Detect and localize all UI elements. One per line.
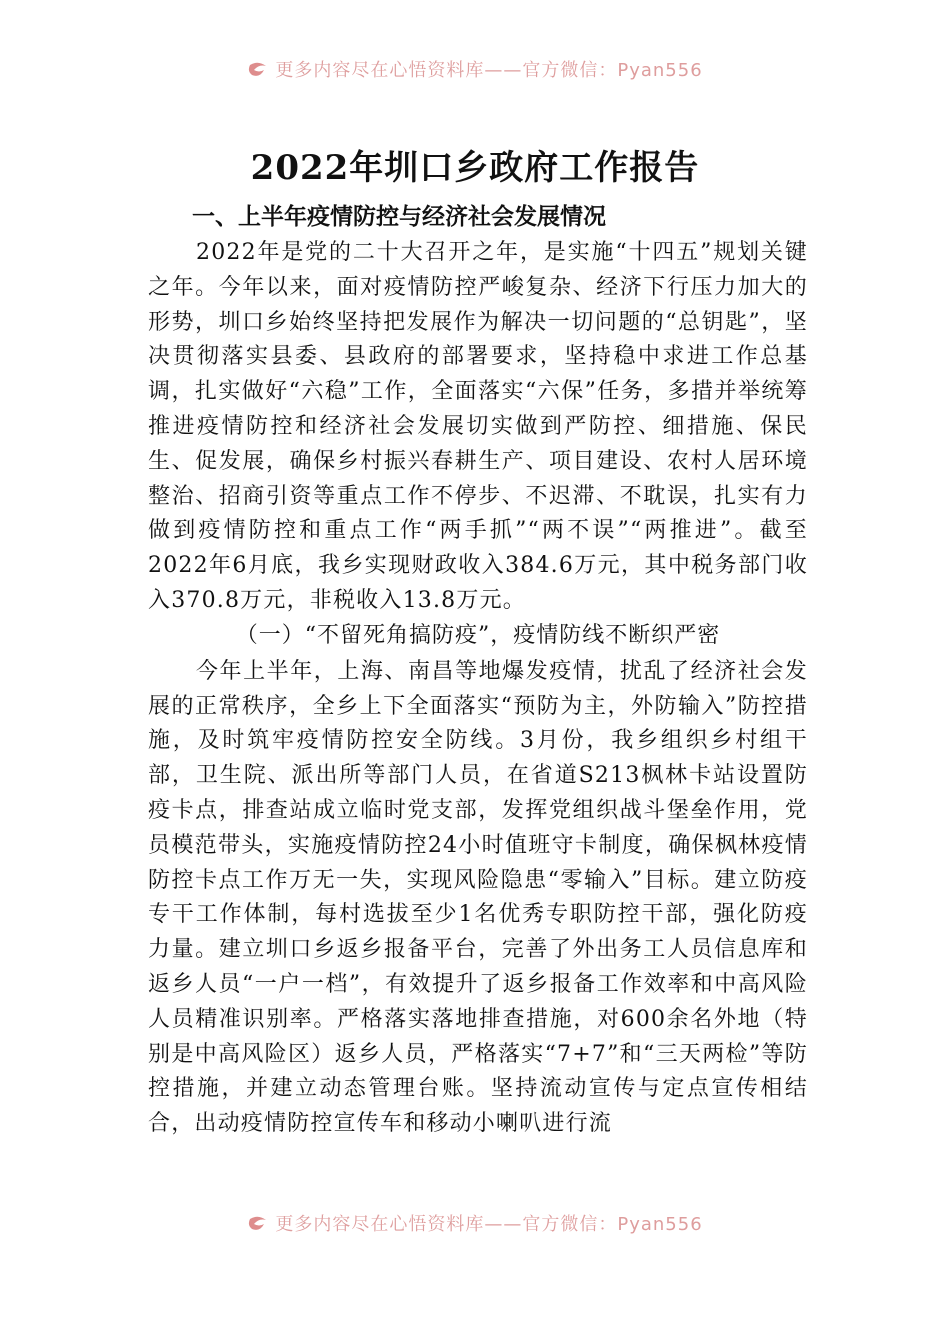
watermark-logo-icon — [247, 61, 269, 79]
page-title: 2022年圳口乡政府工作报告 — [250, 148, 700, 188]
section-heading: 一、上半年疫情防控与经济社会发展情况 — [192, 204, 606, 230]
watermark-text: 更多内容尽在心悟资料库——官方微信：Pyan556 — [275, 1214, 703, 1235]
subsection-heading: （一）“不留死角搞防疫”，疫情防线不断织严密 — [235, 622, 721, 648]
watermark-logo-icon — [247, 1215, 269, 1233]
watermark-bottom — [0, 1210, 950, 1236]
body-paragraph: 2022年是党的二十大召开之年，是实施“十四五”规划关键之年。今年以来，面对疫情防控严峻复杂、经济下行压力加大的形势，圳口乡始终坚持把发展作为解决一切问题的“总钥匙”，坚决贯彻落实县委、县政府的部署要求，坚持稳中求进工作总基调，扎实做好“六稳”工作，全面落实“六保”任务，多措并举统筹推进疫情防控和经济社会发展切实做到严防控、细措施、保民生、促发展，确保乡村振兴春耕生产、项目建设、农村人居环境整治、招商引资等重点工作不停步、不迟滞、不耽误，扎实有力做到疫情防控和重点工作“两手抓”“两不误”“两推进”。截至2022年6月底，我乡实现财政收入384.6万元，其中税务部门收入370.8万元，非税收入13.8万元。 — [148, 240, 808, 613]
watermark-text: 更多内容尽在心悟资料库——官方微信：Pyan556 — [275, 60, 703, 81]
body-paragraph: 今年上半年，上海、南昌等地爆发疫情，扰乱了经济社会发展的正常秩序，全乡上下全面落实“预防为主，外防输入”防控措施，及时筑牢疫情防控安全防线。3月份，我乡组织乡村组干部，卫生院、派出所等部门人员，在省道S213枫林卡站设置防疫卡点，排查站成立临时党支部，发挥党组织战斗堡垒作用，党员模范带头，实施疫情防控24小时值班守卡制度，确保枫林疫情防控卡点工作万无一失，实现风险隐患“零输入”目标。建立防疫专干工作体制，每村选拔至少1名优秀专职防控干部，强化防疫力量。建立圳口乡返乡报备平台，完善了外出务工人员信息库和返乡人员“一户一档”，有效提升了返乡报备工作效率和中高风险人员精准识别率。严格落实落地排查措施，对600余名外地（特别是中高风险区）返乡人员，严格落实“7+7”和“三天两检”等防控措施，并建立动态管理台账。坚持流动宣传与定点宣传相结合，出动疫情防控宣传车和移动小喇叭进行流 — [148, 658, 808, 1137]
watermark-top — [0, 56, 950, 82]
document-body — [148, 200, 808, 1142]
